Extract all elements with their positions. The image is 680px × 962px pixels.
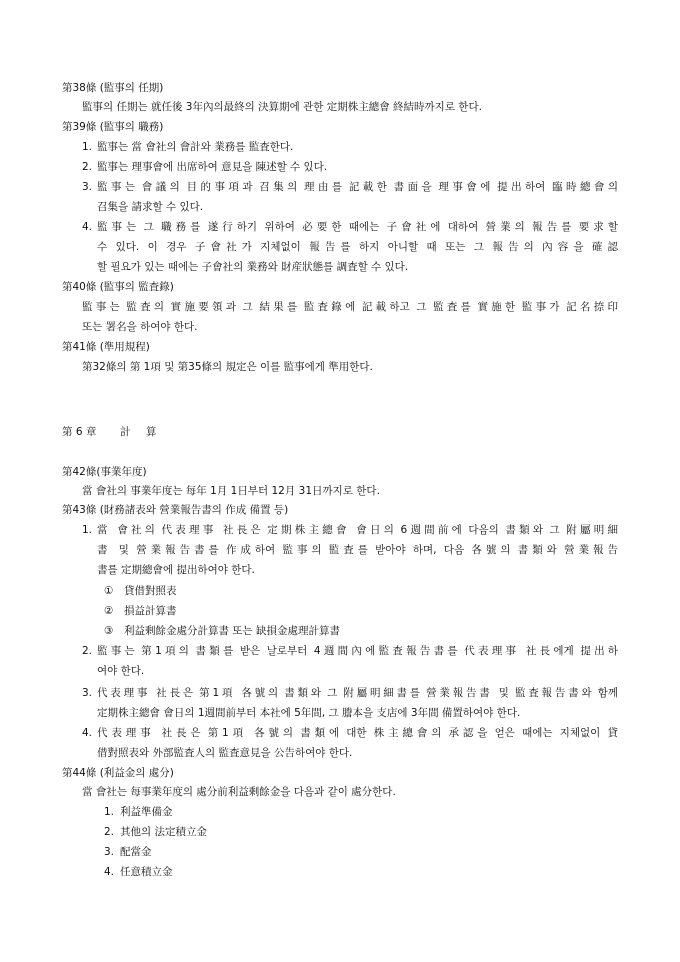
article-39-item-4-text-line-2: 수 있다. 이 경우 子會社가 지체없이 報告를 하지 아니할 때 또는 그 報告의 內容을 確認: [97, 241, 618, 253]
article-43-sub-3-mark: ③: [104, 625, 114, 637]
article-44-item-4-number: 4.: [104, 866, 115, 878]
article-40-body-line-1: 監事는 監査의 實施要領과 그 結果를 監査錄에 記載하고 그 監査를 實施한 監事가 記名捺印: [82, 301, 618, 313]
article-43-title: 第43條 (財務諸表와 營業報告書의 作成 備置 등): [62, 504, 289, 516]
article-44-item-3-text: 配當金: [120, 846, 152, 858]
article-39-title: 第39條 (監事의 職務): [62, 121, 164, 133]
article-39-item-1-number: 1.: [82, 141, 93, 153]
article-44-item-2-number: 2.: [104, 826, 115, 838]
article-38-title: 第38條 (監事의 任期): [62, 82, 164, 94]
article-44-item-3-number: 3.: [104, 846, 115, 858]
article-44-item-1-text: 利益準備金: [120, 806, 173, 818]
article-43-sub-1-text: 貸借對照表: [124, 585, 177, 597]
article-41-title: 第41條 (準用規程): [62, 341, 150, 353]
article-39-item-4-text-line-3: 할 필요가 있는 때에는 子會社의 業務와 財産狀態를 調査할 수 있다.: [97, 261, 409, 273]
article-43-sub-1-mark: ①: [104, 585, 114, 597]
article-39-item-2-text: 監事는 理事會에 出席하여 意見을 陳述할 수 있다.: [97, 161, 328, 173]
article-43-item-1-number: 1.: [82, 524, 93, 536]
article-39-item-4-number: 4.: [82, 221, 93, 233]
article-42-body: 當 會社의 事業年度는 每年 1月 1日부터 12月 31日까지로 한다.: [82, 485, 380, 497]
chapter-6-label: 第 6 章: [62, 426, 97, 438]
article-39-item-4-text-line-1: 監事는 그 職務를 遂行하기 위하여 必要한 때에는 子會社에 대하여 營業의 報告를 要求할: [97, 221, 618, 233]
article-43-sub-2-mark: ②: [104, 605, 114, 617]
article-41-body: 第32條의 第 1項 및 第35條의 規定은 이를 監事에게 準用한다.: [82, 361, 373, 373]
article-43-item-3-number: 3.: [82, 687, 93, 699]
article-43-item-1-text-line-2: 書 및 營業報告書를 作成하여 監事의 監査를 받아야 하며, 다음 各號의 書類와 營業報告: [97, 544, 618, 556]
article-43-item-4-text-line-2: 借對照表와 外部監査人의 監査意見을 公告하여야 한다.: [97, 747, 353, 759]
article-40-body-line-2: 또는 署名을 하여야 한다.: [82, 321, 198, 333]
article-39-item-3-number: 3.: [82, 181, 93, 193]
article-43-sub-3-text: 利益剩餘金處分計算書 또는 缺損金處理計算書: [124, 625, 340, 637]
article-39-item-2-number: 2.: [82, 161, 93, 173]
article-42-title: 第42條(事業年度): [62, 466, 147, 478]
article-44-body: 當 會社는 每事業年度의 處分前利益剩餘金을 다음과 같이 處分한다.: [82, 786, 396, 798]
article-44-title: 第44條 (利益金의 處分): [62, 767, 174, 779]
article-40-title: 第40條 (監事의 監査錄): [62, 281, 174, 293]
article-43-item-4-number: 4.: [82, 727, 93, 739]
article-43-item-1-text-line-3: 書를 定期總會에 提出하여야 한다.: [97, 564, 255, 576]
article-43-item-3-text-line-2: 定期株主總會 會日의 1週間前부터 本社에 5年間, 그 謄本을 支店에 3年間 備置하여야 한다.: [97, 707, 521, 719]
article-43-item-2-text-line-1: 監事는 第1項의 書類를 받은 날로부터 4週間內에監査報告書를 代表理事 社長에게 提出하: [97, 645, 618, 657]
article-43-item-2-number: 2.: [82, 645, 93, 657]
chapter-6-name: 計 算: [120, 426, 163, 438]
article-44-item-2-text: 其他의 法定積立金: [120, 826, 207, 838]
article-38-body: 監事의 任期는 就任後 3年內의最終의 決算期에 관한 定期株主總會 終結時까지로 한다.: [82, 101, 482, 113]
article-43-item-3-text-line-1: 代表理事 社長은 第1項 各號의 書類와 그 附屬明細書를 營業報告書 및 監査報告書와 함께: [97, 687, 618, 699]
article-43-sub-2-text: 損益計算書: [124, 605, 177, 617]
article-39-item-1-text: 監事는 當 會社의 會計와 業務를 監査한다.: [97, 141, 294, 153]
article-39-item-3-text-line-2: 召集을 請求할 수 있다.: [97, 201, 204, 213]
article-43-item-4-text-line-1: 代表理事 社長은 第1項 各號의 書類에 대한 株主總會의 承認을 얻은 때에는 지체없이 貸: [97, 727, 618, 739]
article-39-item-3-text-line-1: 監事는 會議의 目的事項과 召集의 理由를 記載한 書面을 理事會에 提出하여 臨時總會의: [97, 181, 618, 193]
article-43-item-1-text-line-1: 當 會社의 代表理事 社長은 定期株主總會 會日의 6週間前에 다음의 書類와 그 附屬明細: [97, 524, 618, 536]
article-43-item-2-text-line-2: 여야 한다.: [97, 665, 145, 677]
article-44-item-4-text: 任意積立金: [120, 866, 173, 878]
article-44-item-1-number: 1.: [104, 806, 115, 818]
